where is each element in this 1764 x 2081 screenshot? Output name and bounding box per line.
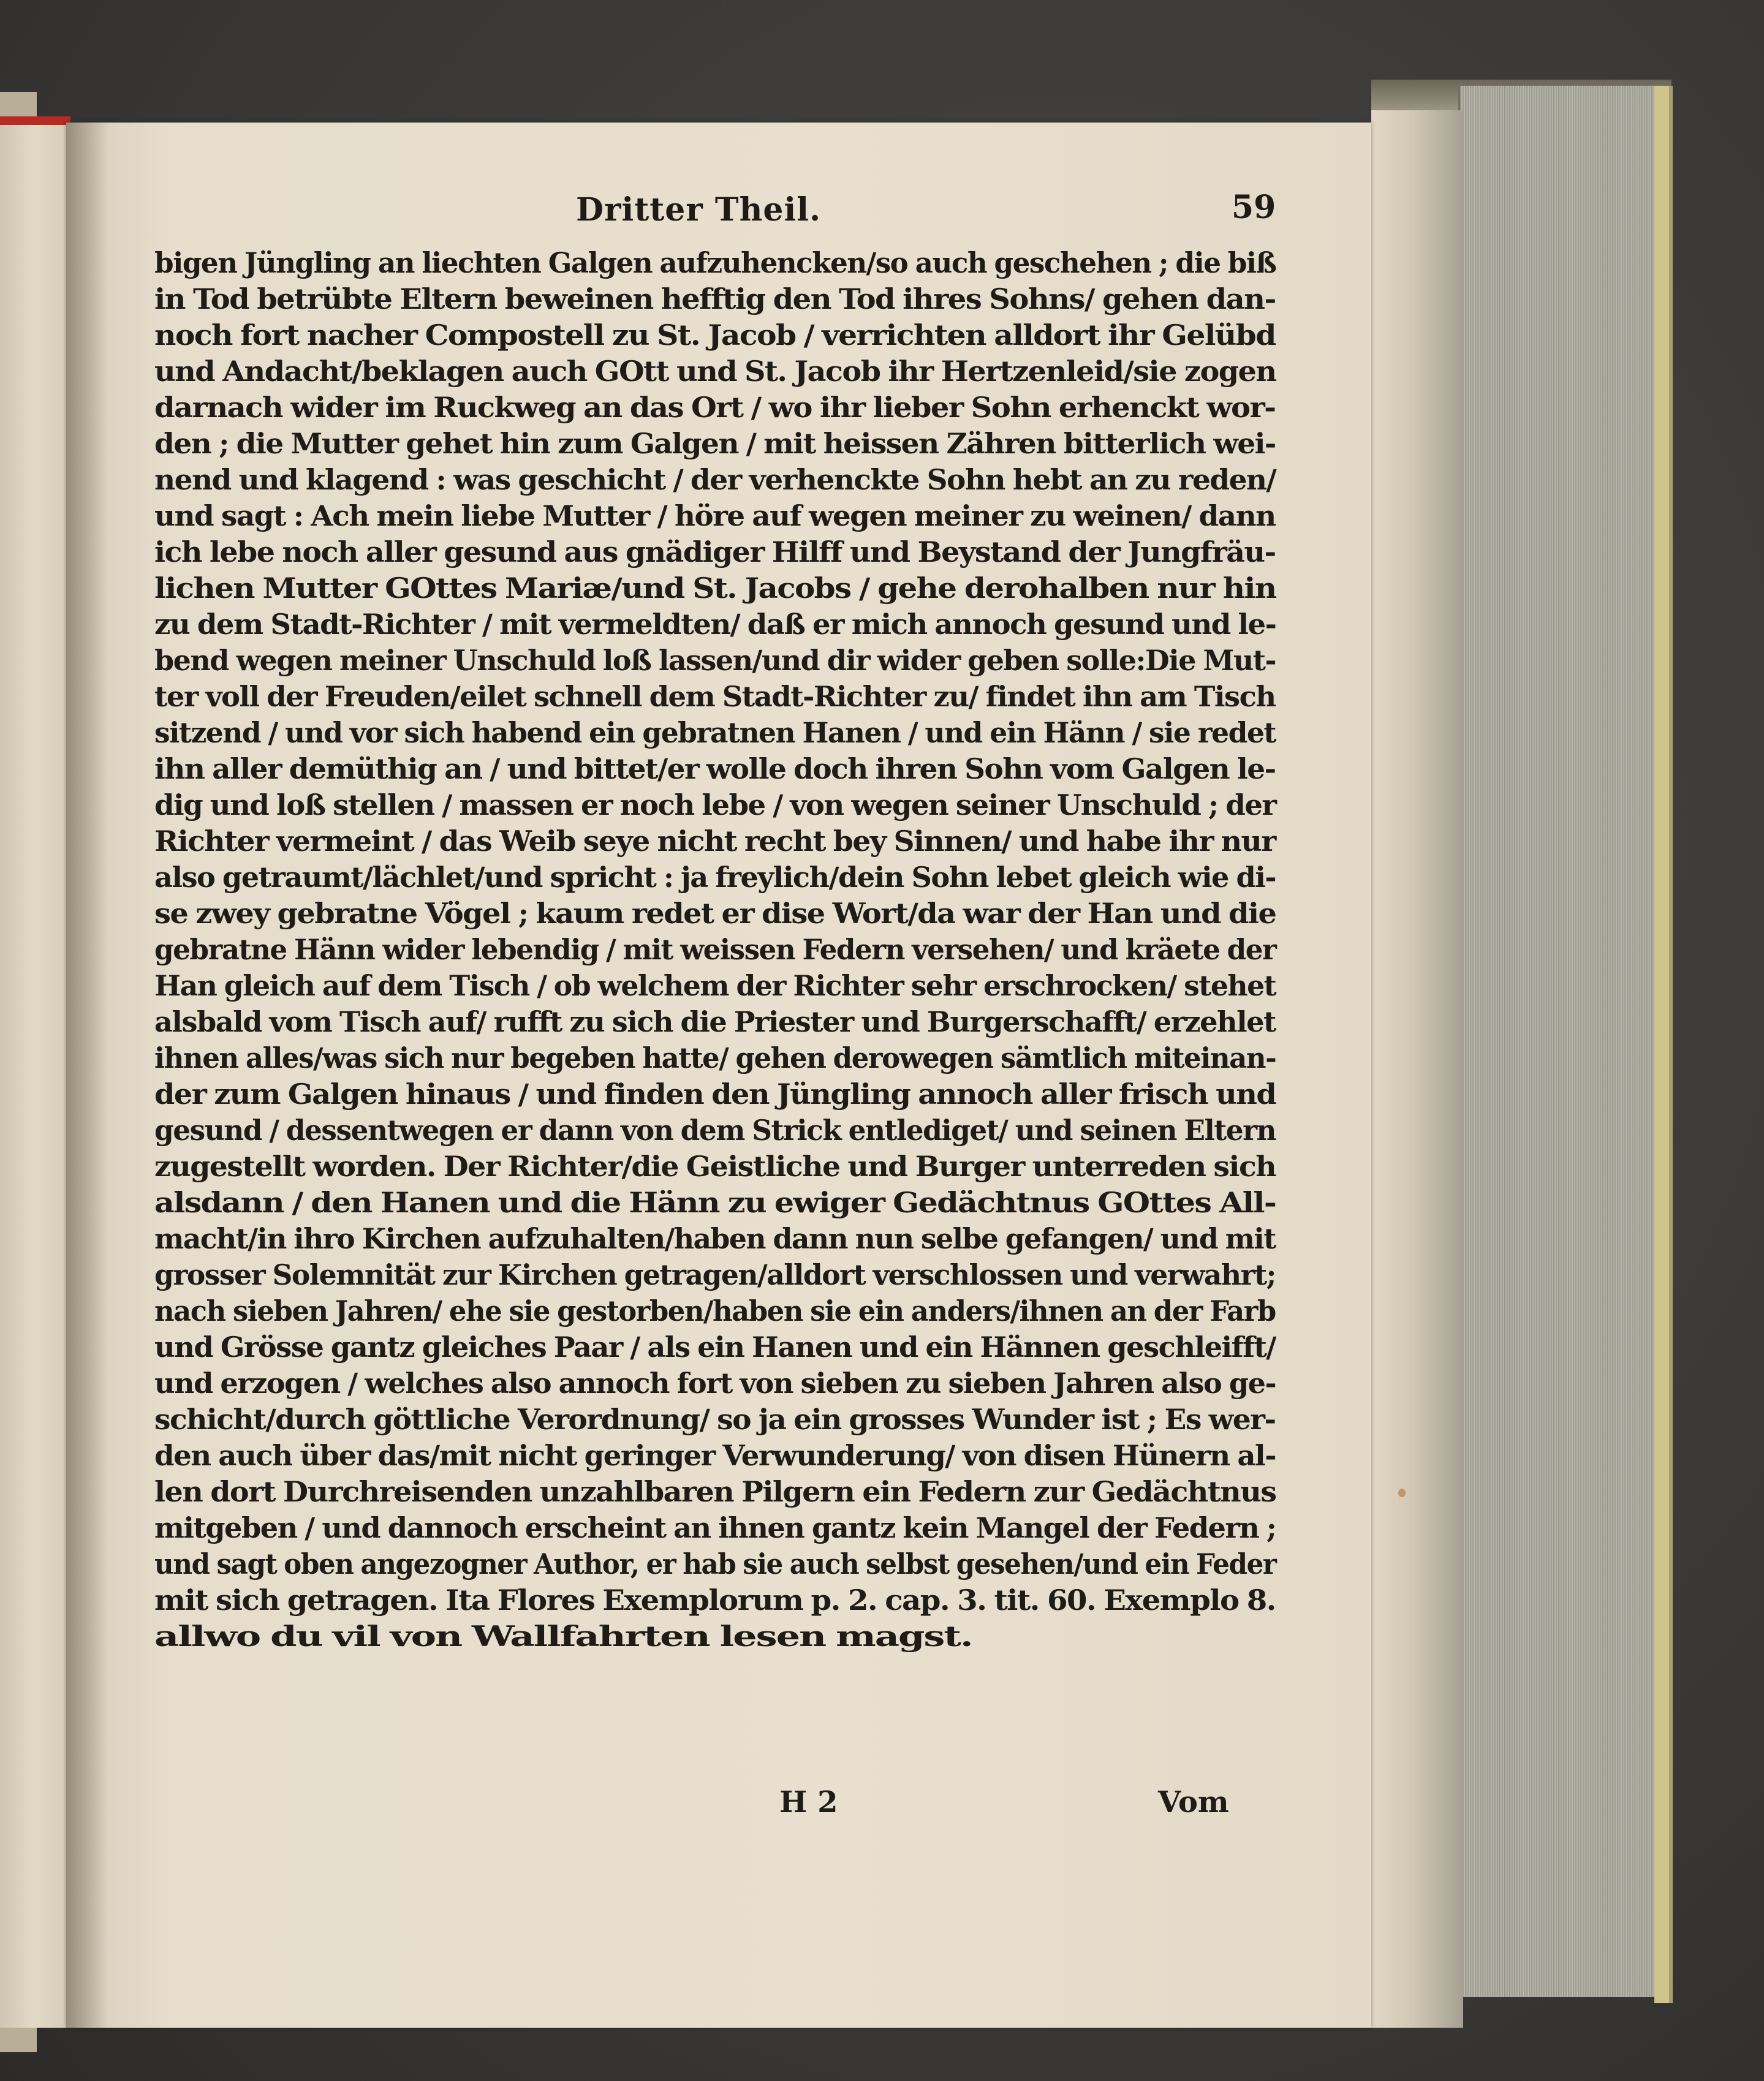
text-line: den ; die Mutter gehet hin zum Galgen / mit heissen Zähren bitterlich wei- bbox=[154, 427, 1276, 460]
text-line: in Tod betrübte Eltern beweinen hefftig den Tod ihres Sohns/ gehen dan- bbox=[154, 282, 1276, 315]
text-line: den auch über das/mit nicht geringer Verwunderung/ von disen Hünern al- bbox=[154, 1439, 1276, 1472]
page-fore-edge bbox=[1458, 86, 1668, 1997]
bookmark-ribbon bbox=[0, 116, 70, 125]
text-line: macht/in ihro Kirchen aufzuhalten/haben dann nun selbe gefangen/ und mit bbox=[154, 1222, 1276, 1255]
page-edge-shade bbox=[1371, 110, 1463, 2028]
text-line: bend wegen meiner Unschuld loß lassen/und dir wider geben solle:Die Mut- bbox=[154, 644, 1276, 677]
catchword: Vom bbox=[1158, 1785, 1229, 1819]
text-line: Richter vermeint / das Weib seye nicht recht bey Sinnen/ und habe ihr nur bbox=[154, 825, 1276, 858]
text-line: len dort Durchreisenden unzahlbaren Pilgern ein Federn zur Gedächtnus bbox=[154, 1475, 1276, 1508]
left-page-edge bbox=[0, 116, 67, 2028]
text-line: alsdann / den Hanen und die Hänn zu ewiger Gedächtnus GOttes All- bbox=[154, 1186, 1276, 1219]
text-line: gesund / dessentwegen er dann von dem Strick entlediget/ und seinen Eltern bbox=[154, 1114, 1276, 1147]
page-gutter-shadow bbox=[66, 123, 109, 2028]
text-line: se zwey gebratne Vögel ; kaum redet er dise Wort/da war der Han und die bbox=[154, 897, 1276, 930]
text-line: allwo du vil von Wallfahrten lesen magst. bbox=[154, 1620, 972, 1653]
text-line: nend und klagend : was geschicht / der verhenckte Sohn hebt an zu reden/ bbox=[154, 463, 1276, 496]
text-line: nach sieben Jahren/ ehe sie gestorben/haben sie ein anders/ihnen an der Farb bbox=[154, 1294, 1276, 1328]
text-line: also getraumt/lächlet/und spricht : ja freylich/dein Sohn lebet gleich wie di- bbox=[154, 861, 1276, 894]
text-line: noch fort nacher Compostell zu St. Jacob / verrichten alldort ihr Gelübd bbox=[154, 319, 1276, 352]
text-line: Han gleich auf dem Tisch / ob welchem der Richter sehr erschrocken/ stehet bbox=[154, 969, 1276, 1002]
text-line: zu dem Stadt-Richter / mit vermeldten/ daß er mich annoch gesund und le- bbox=[154, 608, 1276, 641]
text-line: lichen Mutter GOttes Mariæ/und St. Jacobs / gehe derohalben nur hin bbox=[154, 572, 1276, 605]
text-line: darnach wider im Ruckweg an das Ort / wo ihr lieber Sohn erhenckt wor- bbox=[154, 391, 1276, 424]
text-line: bigen Jüngling an liechten Galgen aufzuhencken/so auch geschehen ; die biß bbox=[154, 246, 1276, 279]
text-line: alsbald vom Tisch auf/ rufft zu sich die Priester und Burgerschafft/ erzehlet bbox=[154, 1005, 1276, 1038]
text-line: ihn aller demüthig an / und bittet/er wolle doch ihren Sohn vom Galgen le- bbox=[154, 752, 1276, 785]
text-line: schicht/durch göttliche Verordnung/ so ja ein grosses Wunder ist ; Es wer- bbox=[154, 1403, 1276, 1436]
page-number: 59 bbox=[1232, 189, 1276, 226]
text-line: und Andacht/beklagen auch GOtt und St. Jacob ihr Hertzenleid/sie zogen bbox=[154, 355, 1276, 388]
running-head-title: Dritter Theil. bbox=[576, 191, 822, 228]
signature-mark: H 2 bbox=[779, 1785, 838, 1819]
text-line: mitgeben / und dannoch erscheint an ihnen gantz kein Mangel der Federn ; bbox=[154, 1511, 1276, 1544]
text-line: der zum Galgen hinaus / und finden den Jüngling annoch aller frisch und bbox=[154, 1078, 1276, 1111]
text-line: und Grösse gantz gleiches Paar / als ein Hanen und ein Hännen geschleifft/ bbox=[154, 1331, 1276, 1364]
text-line: und sagt oben angezogner Author, er hab sie auch selbst gesehen/und ein Feder bbox=[154, 1547, 1276, 1581]
text-line: mit sich getragen. Ita Flores Exemplorum p. 2. cap. 3. tit. 60. Exemplo 8. bbox=[154, 1584, 1276, 1617]
text-line: dig und loß stellen / massen er noch lebe / von wegen seiner Unschuld ; der bbox=[154, 788, 1276, 821]
text-line: ich lebe noch aller gesund aus gnädiger Hilff und Beystand der Jungfräu- bbox=[154, 535, 1276, 568]
text-line: zugestellt worden. Der Richter/die Geistliche und Burger unterreden sich bbox=[154, 1150, 1276, 1183]
text-line: gebratne Hänn wider lebendig / mit weissen Federn versehen/ und kräete der bbox=[154, 933, 1276, 966]
text-line: ihnen alles/was sich nur begeben hatte/ gehen derowegen sämtlich miteinan- bbox=[154, 1041, 1276, 1074]
paper-stain bbox=[1398, 1489, 1406, 1497]
text-line: ter voll der Freuden/eilet schnell dem Stadt-Richter zu/ findet ihn am Tisch bbox=[154, 680, 1276, 713]
text-line: und erzogen / welches also annoch fort von sieben zu sieben Jahren also ge- bbox=[154, 1367, 1276, 1400]
right-cover-edge bbox=[1654, 86, 1673, 2003]
text-line: sitzend / und vor sich habend ein gebratnen Hanen / und ein Hänn / sie redet bbox=[154, 716, 1276, 749]
page-body-text bbox=[154, 245, 1276, 1655]
text-line: und sagt : Ach mein liebe Mutter / höre auf wegen meiner zu weinen/ dann bbox=[154, 499, 1276, 532]
text-line: grosser Solemnität zur Kirchen getragen/alldort verschlossen und verwahrt; bbox=[154, 1258, 1276, 1291]
